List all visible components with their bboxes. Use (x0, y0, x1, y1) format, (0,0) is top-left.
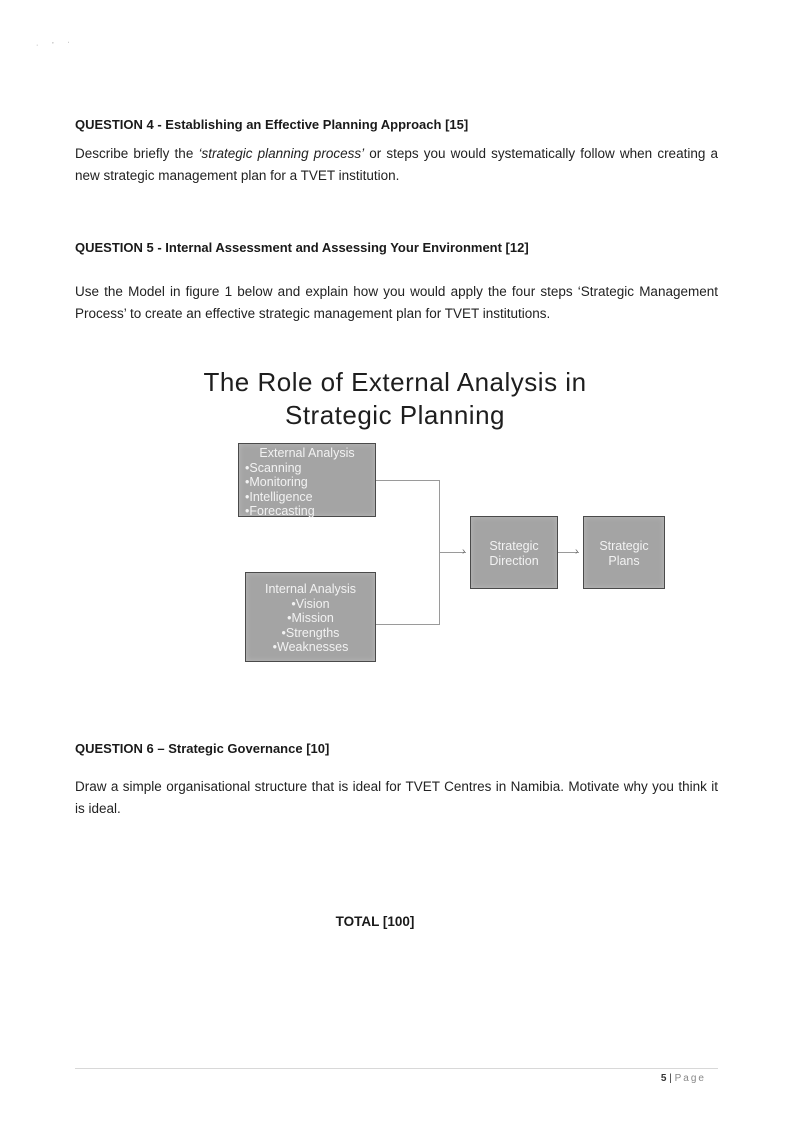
internal-item: •Strengths (281, 625, 340, 640)
question-4-emphasis: ‘strategic planning process’ (198, 146, 365, 161)
strategic-direction-box (470, 516, 558, 589)
question-5-heading: QUESTION 5 - Internal Assessment and Assessing Your Environment [12] (75, 240, 529, 255)
figure-title-line-2: Strategic Planning (284, 400, 506, 430)
page-number-separator: | (666, 1073, 675, 1084)
question-6-text: Draw a simple organisational structure that is ideal for TVET Centres in Namibia. Motivate why you think it is ideal. (75, 779, 718, 816)
arrow-right-icon: › (575, 546, 579, 557)
page-number (661, 1073, 706, 1084)
connector-internal (376, 624, 439, 625)
internal-item: •Vision (291, 596, 330, 611)
internal-item: •Mission (287, 611, 334, 625)
external-item: •Scanning (245, 460, 302, 475)
external-item: •Intelligence (245, 489, 313, 504)
question-4-heading: QUESTION 4 - Establishing an Effective Planning Approach [15] (75, 117, 469, 132)
strategic-direction-line-1: Strategic (489, 539, 539, 553)
internal-analysis-heading: Internal Analysis (264, 582, 357, 596)
strategic-direction-line-2: Direction (489, 553, 539, 568)
external-analysis-heading: External Analysis (259, 446, 355, 460)
strategic-plans-box (583, 516, 665, 589)
page-label: Page (674, 1073, 706, 1084)
strategic-plans-line-2: Plans (608, 553, 640, 568)
total-marks: TOTAL [100] (335, 914, 415, 929)
figure-title-line-1: The Role of External Analysis in (203, 367, 587, 397)
internal-item: •Weaknesses (272, 640, 349, 654)
figure-title (120, 366, 670, 432)
footer-divider (75, 1068, 718, 1069)
external-item: •Forecasting (245, 504, 315, 518)
internal-analysis-box (245, 572, 376, 662)
question-4-text-end: or steps you would systematically follow when creating a new strategic management plan for a TVET institution. (75, 146, 718, 183)
page-number-value: 5 (660, 1073, 667, 1084)
question-4-text-start: Describe briefly the (75, 146, 199, 161)
question-4-text (75, 143, 718, 187)
connector-external (376, 480, 439, 481)
external-analysis-box (238, 443, 376, 517)
strategic-plans-line-1: Strategic (599, 539, 649, 553)
question-6-heading: QUESTION 6 – Strategic Governance [10] (75, 741, 330, 756)
scan-specks: · ' ˈ (36, 42, 76, 49)
external-item: •Monitoring (245, 475, 308, 489)
question-5-text: Use the Model in figure 1 below and explain how you would apply the four steps ‘Strategic Management Process’ to create an effective strategic management plan for TVET institutions. (75, 284, 718, 321)
arrow-right-icon: › (462, 546, 466, 557)
